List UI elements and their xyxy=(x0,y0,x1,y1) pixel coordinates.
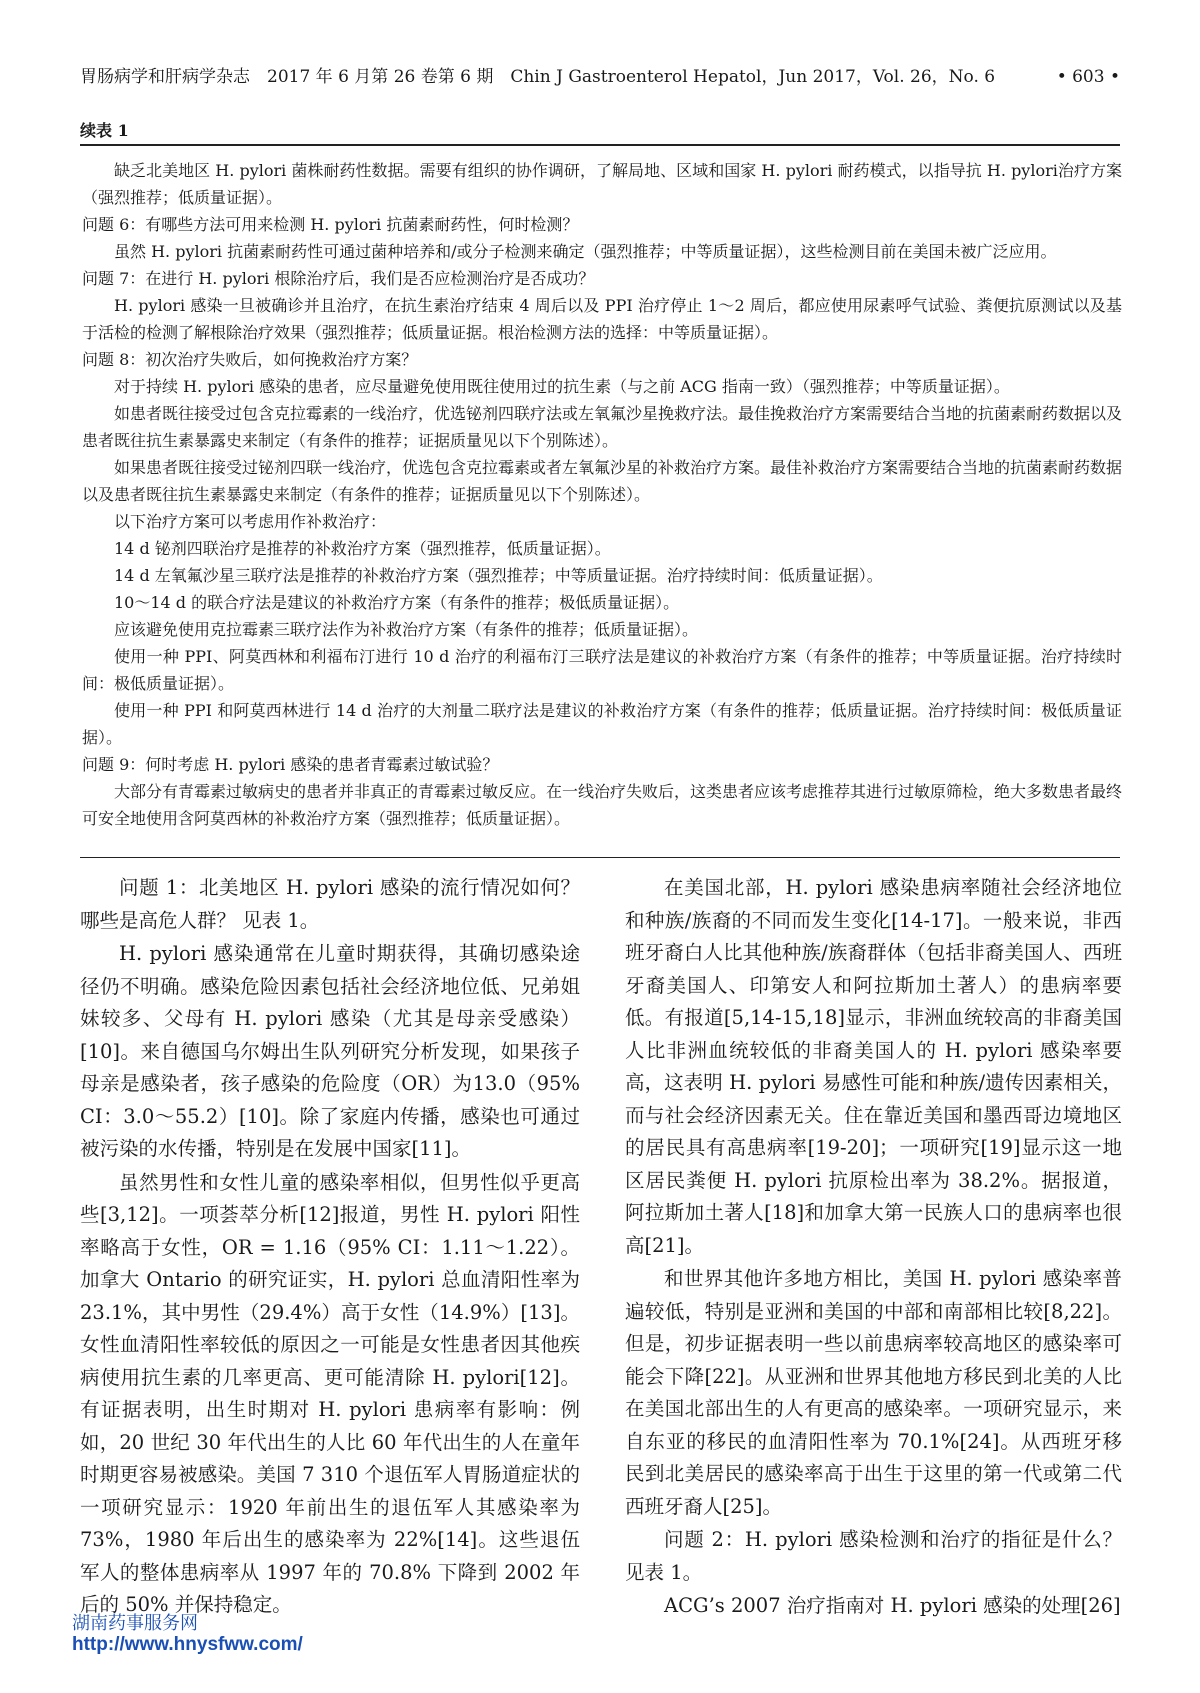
table-continued-label: 续表 1 xyxy=(80,121,129,140)
watermark-url: http://www.hnysfww.com/ xyxy=(72,1634,303,1655)
table-recommendation: 虽然 H. pylori 抗菌素耐药性可通过菌种培养和/或分子检测来确定（强烈推荐；中等质量证据），这些检测目前在美国未被广泛应用。 xyxy=(114,242,1057,261)
table-recommendation: 应该避免使用克拉霉素三联疗法作为补救治疗方案（有条件的推荐；低质量证据）。 xyxy=(114,620,699,639)
table-question: 问题 8：初次治疗失败后，如何挽救治疗方案？ xyxy=(82,350,418,369)
table-recommendation: 使用一种 PPI 和阿莫西林进行 14 d 治疗的大剂量二联疗法是建议的补救治疗方案（有条件的推荐；低质量证据。治疗持续时间：极低质量证据）。 xyxy=(82,701,1122,747)
body-paragraph: ACG’s 2007 治疗指南对 H. pylori 感染的处理[26] xyxy=(664,1594,1121,1617)
watermark xyxy=(72,1612,303,1656)
table-bottom-rule xyxy=(80,857,1120,858)
table-recommendation: 14 d 铋剂四联治疗是推荐的补救治疗方案（强烈推荐，低质量证据）。 xyxy=(114,539,611,558)
body-paragraph: H. pylori 感染通常在儿童时期获得，其确切感染途径仍不明确。感染危险因素包括社会经济地位低、兄弟姐妹较多、父母有 H. pylori 感染（尤其是母亲受感染）[10]。来自德国乌尔姆出生队列研究分析发现，如果孩子母亲是感染者，孩子感染的危险度（OR）为13.0（95% CI：3.0～55.2）[10]。除了家庭内传播，感染也可通过被污染的水传播，特别是在发展中国家[11]。 xyxy=(80,942,580,1160)
running-header xyxy=(80,62,1120,92)
table-recommendation: 以下治疗方案可以考虑用作补救治疗： xyxy=(114,512,387,531)
body-paragraph: 问题 1：北美地区 H. pylori 感染的流行情况如何？哪些是高危人群？ 见表 1。 xyxy=(80,876,580,932)
table-recommendation: 对于持续 H. pylori 感染的患者，应尽量避免使用既往使用过的抗生素（与之前 ACG 指南一致）（强烈推荐；中等质量证据）。 xyxy=(114,377,1010,396)
body-column-left xyxy=(80,872,580,1623)
table-recommendation: H. pylori 感染一旦被确诊并且治疗，在抗生素治疗结束 4 周后以及 PPI 治疗停止 1～2 周后，都应使用尿素呼气试验、粪便抗原测试以及基于活检的检测了解根除治疗效果（强烈推荐；低质量证据。根治检测方法的选择：中等质量证据）。 xyxy=(82,296,1122,342)
table-question: 问题 6：有哪些方法可用来检测 H. pylori 抗菌素耐药性，何时检测？ xyxy=(82,215,579,234)
table-recommendation: 大部分有青霉素过敏病史的患者并非真正的青霉素过敏反应。在一线治疗失败后，这类患者应该考虑推荐其进行过敏原筛检，绝大多数患者最终可安全地使用含阿莫西林的补救治疗方案（强烈推荐；低质量证据）。 xyxy=(82,782,1123,828)
body-paragraph: 虽然男性和女性儿童的感染率相似，但男性似乎更高些[3,12]。一项荟萃分析[12]报道，男性 H. pylori 阳性率略高于女性，OR = 1.16（95% CI：1.11～1.22）。加拿大 Ontario 的研究证实，H. pylori 总血清阳性率为 23.1%，其中男性（29.4%）高于女性（14.9%）[13]。女性血清阳性率较低的原因之一可能是女性患者因其他疾病使用抗生素的几率更高、更可能清除 H. pylori[12]。有证据表明，出生时期对 H. pylori 患病率有影响：例如，20 世纪 30 年代出生的人比 60 年代出生的人在童年时期更容易被感染。美国 7 310 个退伍军人胃肠道症状的一项研究显示：1920 年前出生的退伍军人其感染率为 73%，1980 年后出生的感染率为 22%[14]。这些退伍军人的整体患病率从 1997 年的 70.8% 下降到 2002 年后的 50% 并保持稳定。 xyxy=(80,1170,580,1616)
table-question: 问题 7：在进行 H. pylori 根除治疗后，我们是否应检测治疗是否成功？ xyxy=(82,269,595,288)
table-recommendation: 10～14 d 的联合疗法是建议的补救治疗方案（有条件的推荐；极低质量证据）。 xyxy=(114,593,680,612)
body-paragraph: 和世界其他许多地方相比，美国 H. pylori 感染率普遍较低，特别是亚洲和美国的中部和南部相比较[8,22]。但是，初步证据表明一些以前患病率较高地区的感染率可能会下降[22]。从亚洲和世界其他地方移民到北美的人比在美国北部出生的人有更高的感染率。一项研究显示，来自东亚的移民的血清阳性率为 70.1%[24]。从西班牙移民到北美居民的感染率高于出生于这里的第一代或第二代西班牙裔人[25]。 xyxy=(625,1267,1122,1518)
table-1-continued xyxy=(82,157,1122,832)
table-question: 问题 9：何时考虑 H. pylori 感染的患者青霉素过敏试验？ xyxy=(82,755,499,774)
table-recommendation: 如果患者既往接受过铋剂四联一线治疗，优选包含克拉霉素或者左氧氟沙星的补救治疗方案。最佳补救治疗方案需要结合当地的抗菌素耐药数据以及患者既往抗生素暴露史来制定（有条件的推荐；证据质量见以下个别陈述）。 xyxy=(82,458,1123,504)
page-number: • 603 • xyxy=(1056,67,1120,87)
body-paragraph: 问题 2：H. pylori 感染检测和治疗的指征是什么？见表 1。 xyxy=(625,1528,1122,1584)
table-recommendation: 使用一种 PPI、阿莫西林和利福布汀进行 10 d 治疗的利福布汀三联疗法是建议的补救治疗方案（有条件的推荐；中等质量证据。治疗持续时间：极低质量证据）。 xyxy=(82,647,1122,693)
table-recommendation: 如患者既往接受过包含克拉霉素的一线治疗，优选铋剂四联疗法或左氧氟沙星挽救疗法。最佳挽救治疗方案需要结合当地的抗菌素耐药数据以及患者既往抗生素暴露史来制定（有条件的推荐；证据质量见以下个别陈述）。 xyxy=(82,404,1123,450)
body-column-right xyxy=(625,872,1122,1624)
table-top-rule xyxy=(80,144,1120,146)
body-paragraph: 在美国北部，H. pylori 感染患病率随社会经济地位和种族/族裔的不同而发生变化[14-17]。一般来说，非西班牙裔白人比其他种族/族裔群体（包括非裔美国人、西班牙裔美国人、印第安人和阿拉斯加土著人）的患病率要低。有报道[5,14-15,18]显示，非洲血统较高的非裔美国人比非洲血统较低的非裔美国人的 H. pylori 感染率要高，这表明 H. pylori 易感性可能和种族/遗传因素相关，而与社会经济因素无关。住在靠近美国和墨西哥边境地区的居民具有高患病率[19-20]；一项研究[19]显示这一地区居民粪便 H. pylori 抗原检出率为 38.2%。据报道，阿拉斯加土著人[18]和加拿大第一民族人口的患病率也很高[21]。 xyxy=(625,876,1122,1257)
table-recommendation: 14 d 左氧氟沙星三联疗法是推荐的补救治疗方案（强烈推荐；中等质量证据。治疗持续时间：低质量证据）。 xyxy=(114,566,883,585)
table-recommendation: 缺乏北美地区 H. pylori 菌株耐药性数据。需要有组织的协作调研，了解局地、区域和国家 H. pylori 耐药模式，以指导抗 H. pylori治疗方案（强烈推荐；低质量证据）。 xyxy=(82,161,1122,207)
journal-citation: 胃肠病学和肝病学杂志 2017 年 6 月第 26 卷第 6 期 Chin J Gastroenterol Hepatol，Jun 2017，Vol. 26，No. 6 xyxy=(80,67,996,87)
watermark-site-name: 湖南药事服务网 xyxy=(72,1613,198,1633)
